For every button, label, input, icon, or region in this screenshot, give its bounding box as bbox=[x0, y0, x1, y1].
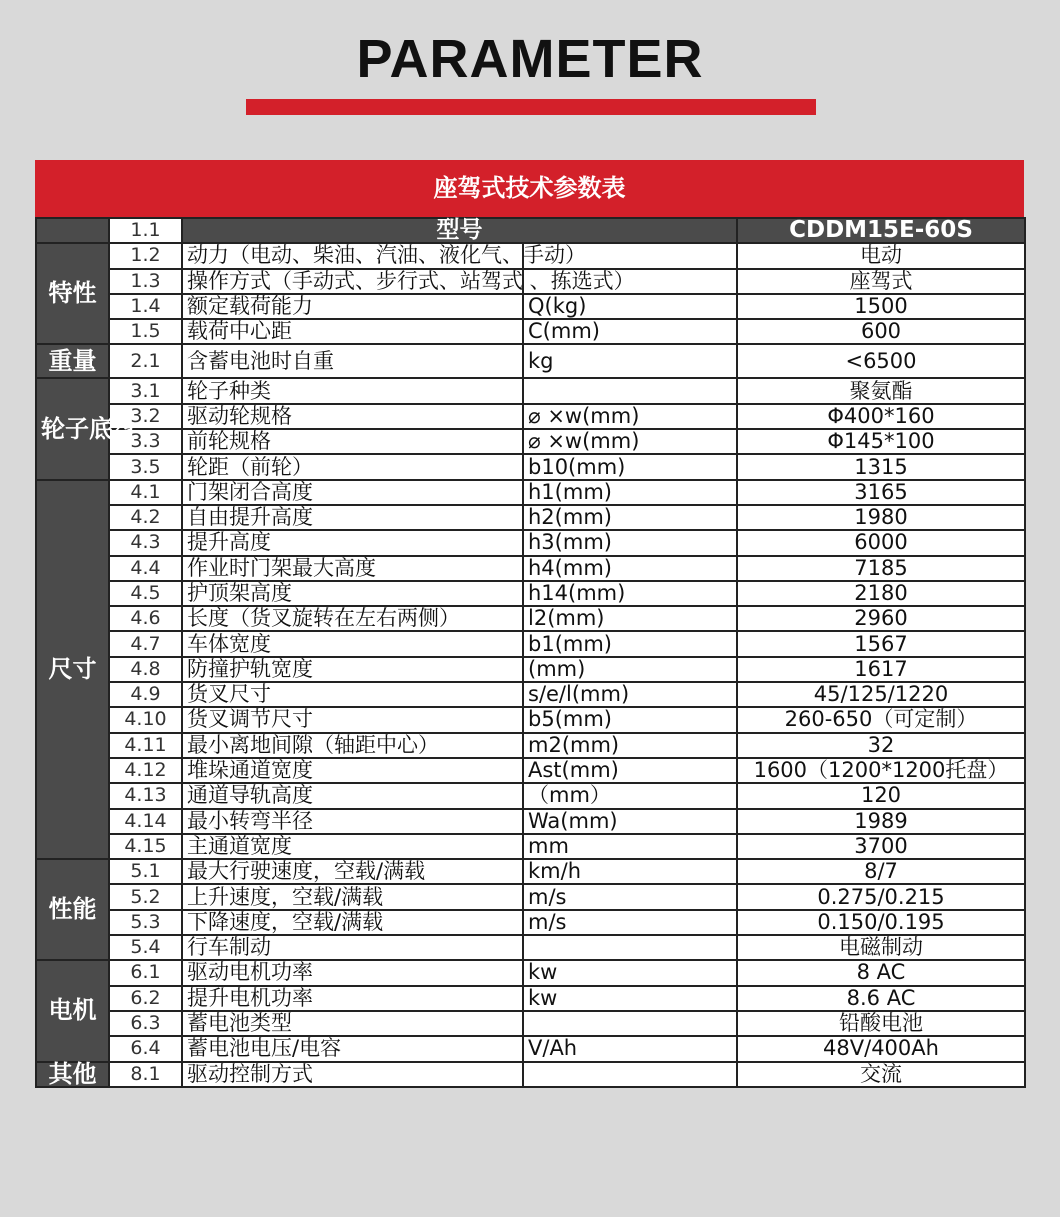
param-value: 32 bbox=[737, 733, 1025, 758]
model-row bbox=[36, 218, 1025, 243]
param-name: 轮距（前轮） bbox=[182, 454, 523, 479]
row-number: 5.2 bbox=[109, 884, 182, 909]
row-number: 1.3 bbox=[109, 269, 182, 294]
table-row bbox=[36, 884, 1025, 909]
param-value: 1980 bbox=[737, 505, 1025, 530]
param-unit: ⌀ ×w(mm) bbox=[523, 429, 737, 454]
row-number: 1.4 bbox=[109, 294, 182, 319]
param-name: 蓄电池电压/电容 bbox=[182, 1036, 523, 1061]
param-value: 0.275/0.215 bbox=[737, 884, 1025, 909]
param-unit: h1(mm) bbox=[523, 480, 737, 505]
row-number: 6.1 bbox=[109, 960, 182, 985]
param-unit: m/s bbox=[523, 910, 737, 935]
param-value: 8/7 bbox=[737, 859, 1025, 884]
param-name: 含蓄电池时自重 bbox=[182, 344, 523, 378]
page-title: PARAMETER bbox=[356, 29, 704, 89]
param-name: 蓄电池类型 bbox=[182, 1011, 523, 1036]
table-row bbox=[36, 480, 1025, 505]
table-row bbox=[36, 682, 1025, 707]
row-number: 5.1 bbox=[109, 859, 182, 884]
row-number: 6.4 bbox=[109, 1036, 182, 1061]
table-row bbox=[36, 1062, 1025, 1087]
param-name: 提升高度 bbox=[182, 530, 523, 555]
table-banner: 座驾式技术参数表 bbox=[35, 160, 1024, 217]
param-value: 2960 bbox=[737, 606, 1025, 631]
category-label: 性能 bbox=[36, 859, 109, 960]
param-unit: h2(mm) bbox=[523, 505, 737, 530]
param-unit: b10(mm) bbox=[523, 454, 737, 479]
table-row bbox=[36, 809, 1025, 834]
param-name: 长度（货叉旋转在左右两侧） bbox=[182, 606, 523, 631]
param-value: 7185 bbox=[737, 556, 1025, 581]
table-row bbox=[36, 631, 1025, 656]
param-value: 1567 bbox=[737, 631, 1025, 656]
param-value: 1617 bbox=[737, 657, 1025, 682]
param-value: 3700 bbox=[737, 834, 1025, 859]
param-value: Φ400*160 bbox=[737, 404, 1025, 429]
row-number: 4.13 bbox=[109, 783, 182, 808]
param-name: 最大行驶速度，空载/满载 bbox=[182, 859, 523, 884]
param-unit: h3(mm) bbox=[523, 530, 737, 555]
table-row bbox=[36, 556, 1025, 581]
model-value: CDDM15E-60S bbox=[737, 218, 1025, 243]
param-name: 动力（电动、柴油、汽油、液化气、手动） bbox=[182, 243, 523, 268]
param-name: 门架闭合高度 bbox=[182, 480, 523, 505]
param-name: 上升速度，空载/满载 bbox=[182, 884, 523, 909]
table-row bbox=[36, 859, 1025, 884]
param-unit: b5(mm) bbox=[523, 707, 737, 732]
row-number: 4.9 bbox=[109, 682, 182, 707]
table-row bbox=[36, 834, 1025, 859]
row-number: 4.4 bbox=[109, 556, 182, 581]
param-unit: Q(kg) bbox=[523, 294, 737, 319]
title-underline bbox=[246, 99, 816, 115]
param-unit: (mm) bbox=[523, 657, 737, 682]
param-name: 载荷中心距 bbox=[182, 319, 523, 344]
row-number: 3.5 bbox=[109, 454, 182, 479]
param-value: 8 AC bbox=[737, 960, 1025, 985]
table-row bbox=[36, 935, 1025, 960]
param-value: 1500 bbox=[737, 294, 1025, 319]
table-row bbox=[36, 294, 1025, 319]
param-value: <6500 bbox=[737, 344, 1025, 378]
table-row bbox=[36, 910, 1025, 935]
row-number: 6.3 bbox=[109, 1011, 182, 1036]
category-label: 尺寸 bbox=[36, 480, 109, 859]
param-name: 操作方式（手动式、步行式、站驾式 、拣选式） bbox=[182, 269, 523, 294]
param-name: 提升电机功率 bbox=[182, 986, 523, 1011]
row-number: 5.4 bbox=[109, 935, 182, 960]
param-value: 交流 bbox=[737, 1062, 1025, 1087]
table-row bbox=[36, 269, 1025, 294]
param-name: 下降速度，空载/满载 bbox=[182, 910, 523, 935]
row-number: 4.5 bbox=[109, 581, 182, 606]
param-value: 座驾式 bbox=[737, 269, 1025, 294]
table-row bbox=[36, 243, 1025, 268]
param-value: 1600（1200*1200托盘） bbox=[737, 758, 1025, 783]
model-label: 型号 bbox=[182, 218, 737, 243]
param-unit bbox=[523, 935, 737, 960]
param-value: 600 bbox=[737, 319, 1025, 344]
param-name: 最小转弯半径 bbox=[182, 809, 523, 834]
param-unit: ⌀ ×w(mm) bbox=[523, 404, 737, 429]
param-value: 2180 bbox=[737, 581, 1025, 606]
param-unit: m2(mm) bbox=[523, 733, 737, 758]
param-value: 8.6 AC bbox=[737, 986, 1025, 1011]
param-name: 最小离地间隙（轴距中心） bbox=[182, 733, 523, 758]
param-value: 0.150/0.195 bbox=[737, 910, 1025, 935]
param-unit bbox=[523, 378, 737, 403]
param-unit: V/Ah bbox=[523, 1036, 737, 1061]
param-name: 驱动电机功率 bbox=[182, 960, 523, 985]
row-number: 1.2 bbox=[109, 243, 182, 268]
table-row bbox=[36, 986, 1025, 1011]
param-unit: b1(mm) bbox=[523, 631, 737, 656]
row-number: 4.1 bbox=[109, 480, 182, 505]
spec-table bbox=[35, 217, 1026, 1088]
table-row bbox=[36, 657, 1025, 682]
param-value: 铅酸电池 bbox=[737, 1011, 1025, 1036]
param-name: 额定载荷能力 bbox=[182, 294, 523, 319]
param-unit: Wa(mm) bbox=[523, 809, 737, 834]
param-name: 作业时门架最大高度 bbox=[182, 556, 523, 581]
param-name: 货叉调节尺寸 bbox=[182, 707, 523, 732]
table-row bbox=[36, 1011, 1025, 1036]
param-unit: mm bbox=[523, 834, 737, 859]
param-unit: km/h bbox=[523, 859, 737, 884]
row-number: 8.1 bbox=[109, 1062, 182, 1087]
row-number: 4.12 bbox=[109, 758, 182, 783]
param-name: 轮子种类 bbox=[182, 378, 523, 403]
param-value: 6000 bbox=[737, 530, 1025, 555]
row-number: 5.3 bbox=[109, 910, 182, 935]
category-label: 其他 bbox=[36, 1062, 109, 1087]
row-number: 4.8 bbox=[109, 657, 182, 682]
table-row bbox=[36, 505, 1025, 530]
param-value: 电动 bbox=[737, 243, 1025, 268]
table-row bbox=[36, 319, 1025, 344]
param-name: 前轮规格 bbox=[182, 429, 523, 454]
row-number: 4.2 bbox=[109, 505, 182, 530]
category-label: 特性 bbox=[36, 243, 109, 344]
param-value: 48V/400Ah bbox=[737, 1036, 1025, 1061]
row-number: 1.1 bbox=[109, 218, 182, 243]
table-row bbox=[36, 581, 1025, 606]
header-corner bbox=[36, 218, 109, 243]
table-row bbox=[36, 960, 1025, 985]
category-label: 电机 bbox=[36, 960, 109, 1061]
table-row bbox=[36, 733, 1025, 758]
param-name: 防撞护轨宽度 bbox=[182, 657, 523, 682]
param-unit: h14(mm) bbox=[523, 581, 737, 606]
category-label: 重量 bbox=[36, 344, 109, 378]
table-row bbox=[36, 378, 1025, 403]
row-number: 4.3 bbox=[109, 530, 182, 555]
category-label: 轮子底盘 bbox=[36, 378, 109, 479]
row-number: 4.15 bbox=[109, 834, 182, 859]
row-number: 4.10 bbox=[109, 707, 182, 732]
row-number: 4.11 bbox=[109, 733, 182, 758]
param-name: 行车制动 bbox=[182, 935, 523, 960]
table-row bbox=[36, 606, 1025, 631]
table-row bbox=[36, 530, 1025, 555]
table-row bbox=[36, 454, 1025, 479]
row-number: 3.2 bbox=[109, 404, 182, 429]
table-row bbox=[36, 758, 1025, 783]
param-unit: C(mm) bbox=[523, 319, 737, 344]
param-unit: l2(mm) bbox=[523, 606, 737, 631]
param-unit: kg bbox=[523, 344, 737, 378]
param-name: 通道导轨高度 bbox=[182, 783, 523, 808]
table-row bbox=[36, 429, 1025, 454]
param-unit: kw bbox=[523, 960, 737, 985]
table-row bbox=[36, 783, 1025, 808]
param-name: 堆垛通道宽度 bbox=[182, 758, 523, 783]
param-name: 主通道宽度 bbox=[182, 834, 523, 859]
param-value: 120 bbox=[737, 783, 1025, 808]
param-name: 自由提升高度 bbox=[182, 505, 523, 530]
param-unit: h4(mm) bbox=[523, 556, 737, 581]
param-name: 驱动轮规格 bbox=[182, 404, 523, 429]
param-name: 车体宽度 bbox=[182, 631, 523, 656]
param-value: 3165 bbox=[737, 480, 1025, 505]
param-unit: kw bbox=[523, 986, 737, 1011]
param-value: 45/125/1220 bbox=[737, 682, 1025, 707]
param-value: 1989 bbox=[737, 809, 1025, 834]
param-unit: （mm） bbox=[523, 783, 737, 808]
param-name: 护顶架高度 bbox=[182, 581, 523, 606]
row-number: 2.1 bbox=[109, 344, 182, 378]
param-unit: Ast(mm) bbox=[523, 758, 737, 783]
row-number: 1.5 bbox=[109, 319, 182, 344]
param-unit: s/e/l(mm) bbox=[523, 682, 737, 707]
table-row bbox=[36, 344, 1025, 378]
param-unit bbox=[523, 1011, 737, 1036]
table-row bbox=[36, 404, 1025, 429]
param-value: 1315 bbox=[737, 454, 1025, 479]
param-value: 电磁制动 bbox=[737, 935, 1025, 960]
row-number: 6.2 bbox=[109, 986, 182, 1011]
param-name: 货叉尺寸 bbox=[182, 682, 523, 707]
row-number: 3.3 bbox=[109, 429, 182, 454]
table-row bbox=[36, 707, 1025, 732]
param-unit: m/s bbox=[523, 884, 737, 909]
param-value: 260-650（可定制） bbox=[737, 707, 1025, 732]
row-number: 3.1 bbox=[109, 378, 182, 403]
table-row bbox=[36, 1036, 1025, 1061]
row-number: 4.7 bbox=[109, 631, 182, 656]
row-number: 4.6 bbox=[109, 606, 182, 631]
param-name: 驱动控制方式 bbox=[182, 1062, 523, 1087]
param-value: 聚氨酯 bbox=[737, 378, 1025, 403]
param-unit bbox=[523, 1062, 737, 1087]
param-value: Φ145*100 bbox=[737, 429, 1025, 454]
row-number: 4.14 bbox=[109, 809, 182, 834]
